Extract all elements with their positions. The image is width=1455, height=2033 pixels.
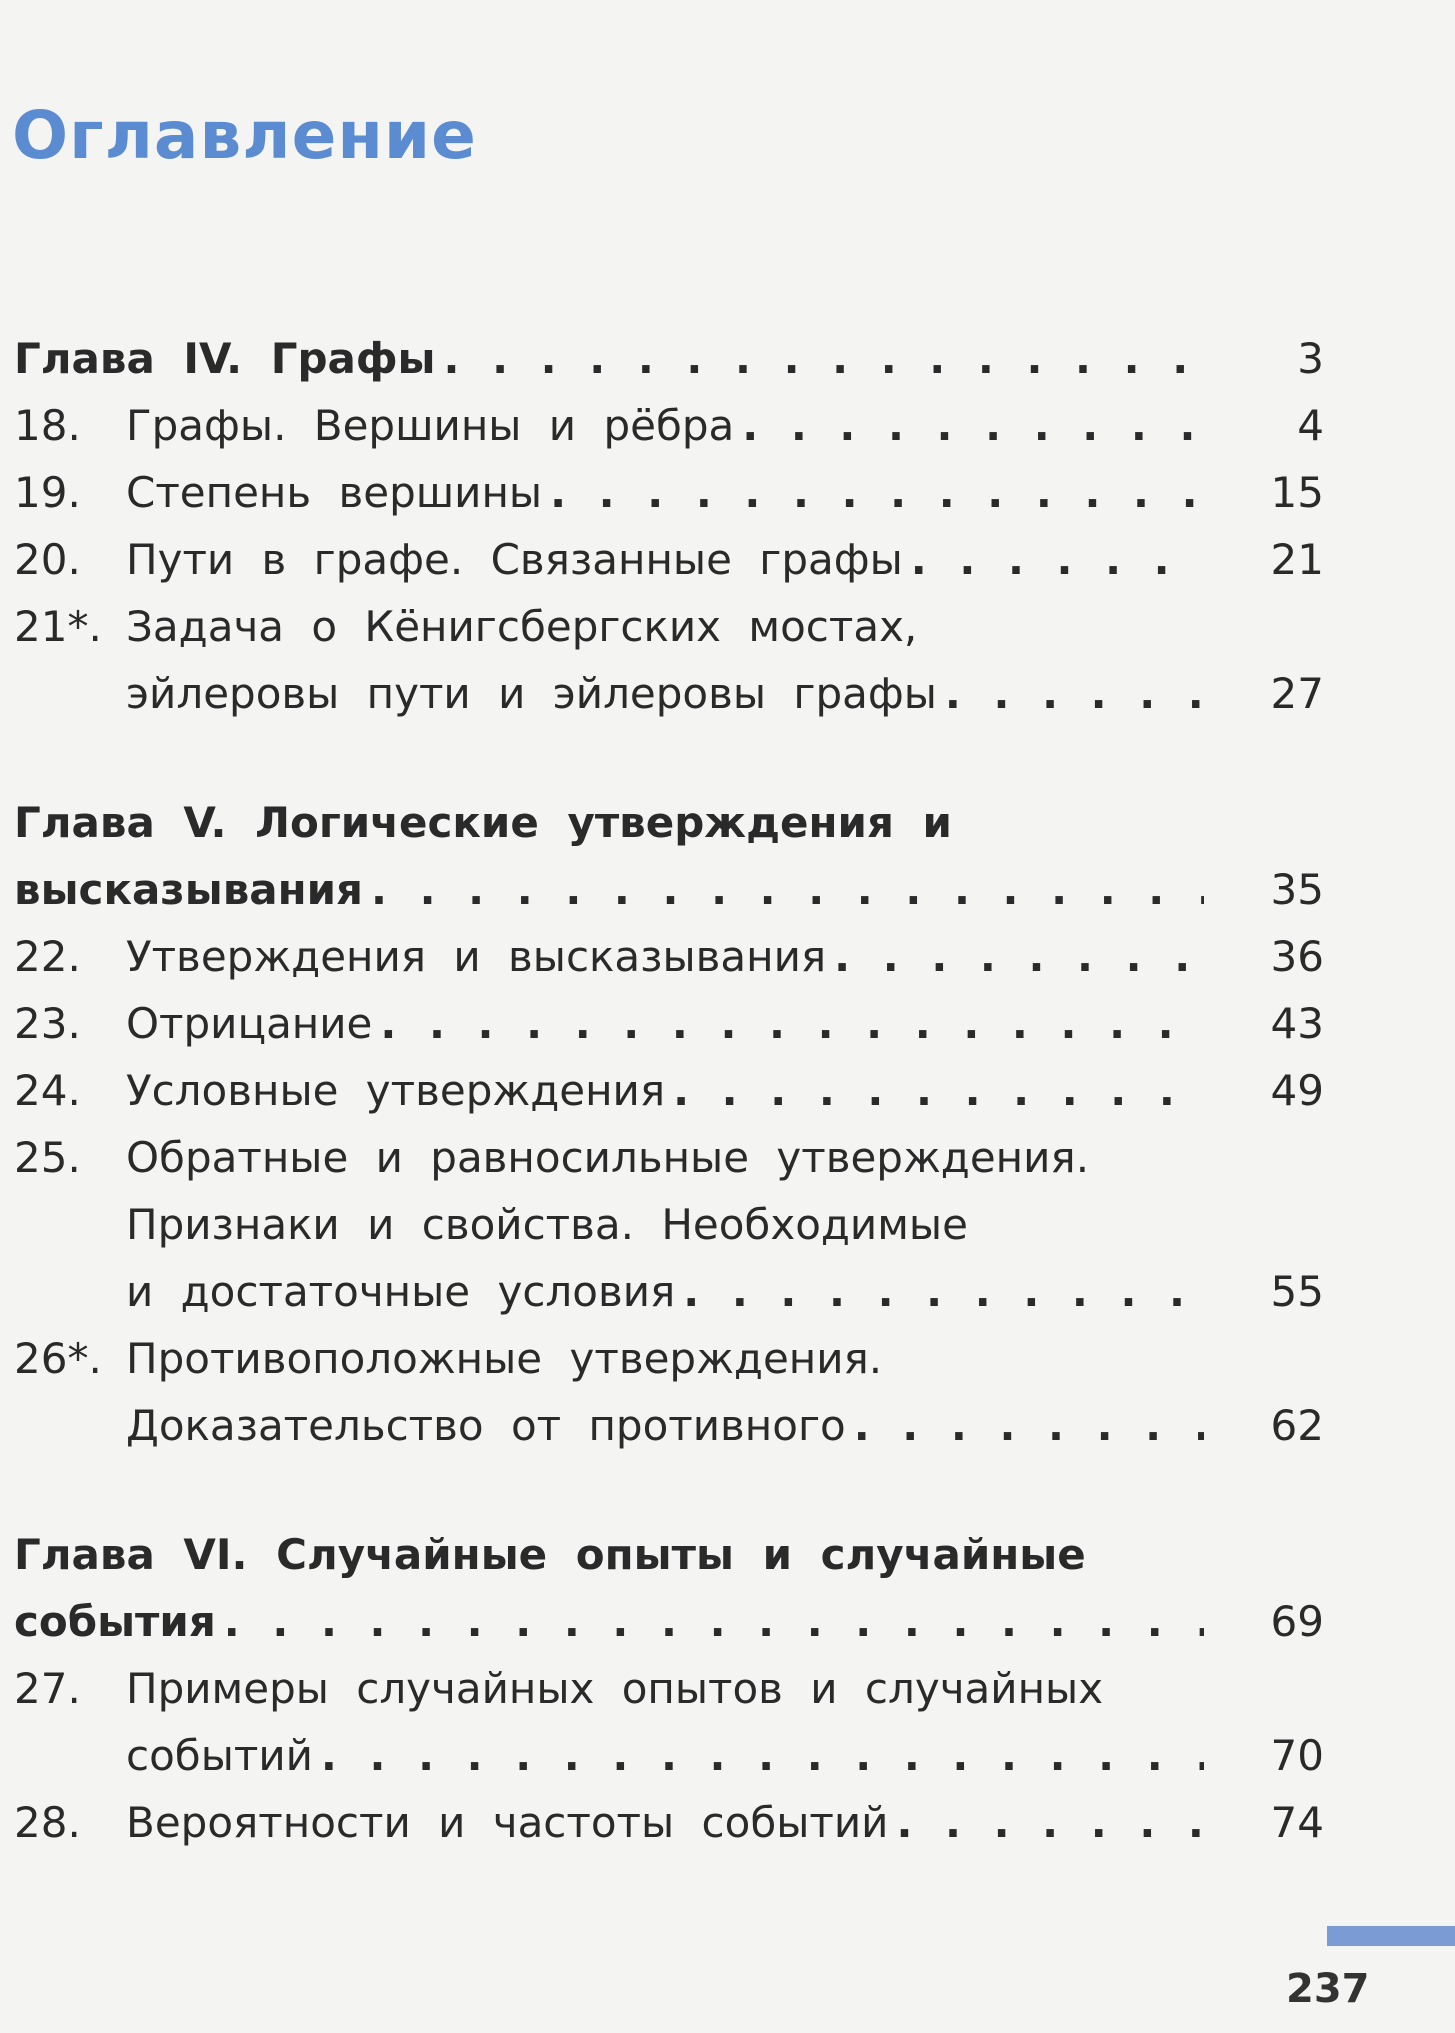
- section-number: 19.: [14, 468, 81, 517]
- section-title: Противоположные утверждения.: [126, 1334, 883, 1383]
- dot-leader: [854, 1392, 1204, 1459]
- page-ref: 55: [1270, 1267, 1324, 1316]
- section-title: Графы. Вершины и рёбра: [126, 401, 735, 450]
- toc-entry-18[interactable]: [14, 392, 1324, 459]
- page-ref: 3: [1297, 334, 1324, 383]
- chapter-5: [14, 789, 1324, 1459]
- dot-leader: [224, 1588, 1204, 1655]
- section-number: 24.: [14, 1066, 81, 1115]
- section-title: Вероятности и частоты событий: [126, 1798, 889, 1847]
- chapter-title: [14, 1521, 1324, 1655]
- page-ref: 27: [1270, 669, 1324, 718]
- toc-entry-28[interactable]: [14, 1789, 1324, 1856]
- dot-leader: [444, 325, 1204, 392]
- toc-entry-27[interactable]: [14, 1655, 1324, 1789]
- section-number: 18.: [14, 401, 81, 450]
- page-ref: 49: [1270, 1066, 1324, 1115]
- section-title: Обратные и равносильные утверждения.: [126, 1133, 1090, 1182]
- dot-leader: [945, 660, 1204, 727]
- section-number: 27.: [14, 1664, 81, 1713]
- dot-leader: [896, 1789, 1204, 1856]
- section-title-cont: Признаки и свойства. Необходимые: [126, 1200, 968, 1249]
- chapter-title: [14, 789, 1324, 923]
- dot-leader: [380, 990, 1204, 1057]
- chapter-title: [14, 325, 1324, 392]
- table-of-contents: [14, 325, 1324, 1856]
- page-ref: 74: [1270, 1798, 1324, 1847]
- toc-entry-24[interactable]: [14, 1057, 1324, 1124]
- dot-leader: [321, 1722, 1204, 1789]
- section-title: Условные утверждения: [126, 1066, 666, 1115]
- page-ref: 43: [1270, 999, 1324, 1048]
- dot-leader: [683, 1258, 1204, 1325]
- dot-leader: [834, 923, 1204, 990]
- toc-entry-26[interactable]: [14, 1325, 1324, 1459]
- page-ref: 21: [1270, 535, 1324, 584]
- toc-entry-19[interactable]: [14, 459, 1324, 526]
- section-title: Пути в графе. Связанные графы: [126, 535, 903, 584]
- dot-leader: [673, 1057, 1204, 1124]
- section-number: 25.: [14, 1133, 81, 1182]
- toc-entry-25[interactable]: [14, 1124, 1324, 1325]
- toc-entry-22[interactable]: [14, 923, 1324, 990]
- section-number: 20.: [14, 535, 81, 584]
- toc-entry-23[interactable]: [14, 990, 1324, 1057]
- section-number: 26*.: [14, 1334, 102, 1383]
- chapter-title-text-cont: высказывания: [14, 865, 364, 914]
- section-title: Задача о Кёнигсбергских мостах,: [126, 602, 918, 651]
- page-ref: 62: [1270, 1401, 1324, 1450]
- section-title: Примеры случайных опытов и случайных: [126, 1664, 1104, 1713]
- chapter-title-line: [14, 325, 1324, 392]
- chapter-title-text: Глава VI. Случайные опыты и случайные: [14, 1530, 1086, 1579]
- chapter-4: [14, 325, 1324, 727]
- page-title: Оглавление: [12, 97, 477, 174]
- page-tab-band: [1327, 1926, 1455, 1946]
- toc-entry-20[interactable]: [14, 526, 1324, 593]
- section-title: Степень вершины: [126, 468, 543, 517]
- chapter-title-text: Глава V. Логические утверждения и: [14, 798, 952, 847]
- section-number: 23.: [14, 999, 81, 1048]
- section-title-cont: событий: [126, 1731, 313, 1780]
- toc-entry-21[interactable]: [14, 593, 1324, 727]
- section-title-cont: Доказательство от противного: [126, 1401, 846, 1450]
- section-number: 22.: [14, 932, 81, 981]
- chapter-title-text: Глава IV. Графы: [14, 334, 436, 383]
- page-ref: 36: [1270, 932, 1324, 981]
- section-number: 28.: [14, 1798, 81, 1847]
- chapter-title-text-cont: события: [14, 1597, 216, 1646]
- dot-leader: [742, 392, 1204, 459]
- page-ref: 4: [1297, 401, 1324, 450]
- dot-leader: [371, 856, 1204, 923]
- section-title: Отрицание: [126, 999, 373, 1048]
- page-ref: 35: [1270, 865, 1324, 914]
- dot-leader: [550, 459, 1204, 526]
- page-ref: 15: [1270, 468, 1324, 517]
- section-title-cont: и достаточные условия: [126, 1267, 676, 1316]
- dot-leader: [911, 526, 1204, 593]
- section-title: Утверждения и высказывания: [126, 932, 827, 981]
- chapter-6: [14, 1521, 1324, 1856]
- section-number: 21*.: [14, 602, 102, 651]
- section-title-cont: эйлеровы пути и эйлеровы графы: [126, 669, 937, 718]
- page-ref: 70: [1270, 1731, 1324, 1780]
- page-number: 237: [1286, 1966, 1370, 2012]
- page-ref: 69: [1270, 1597, 1324, 1646]
